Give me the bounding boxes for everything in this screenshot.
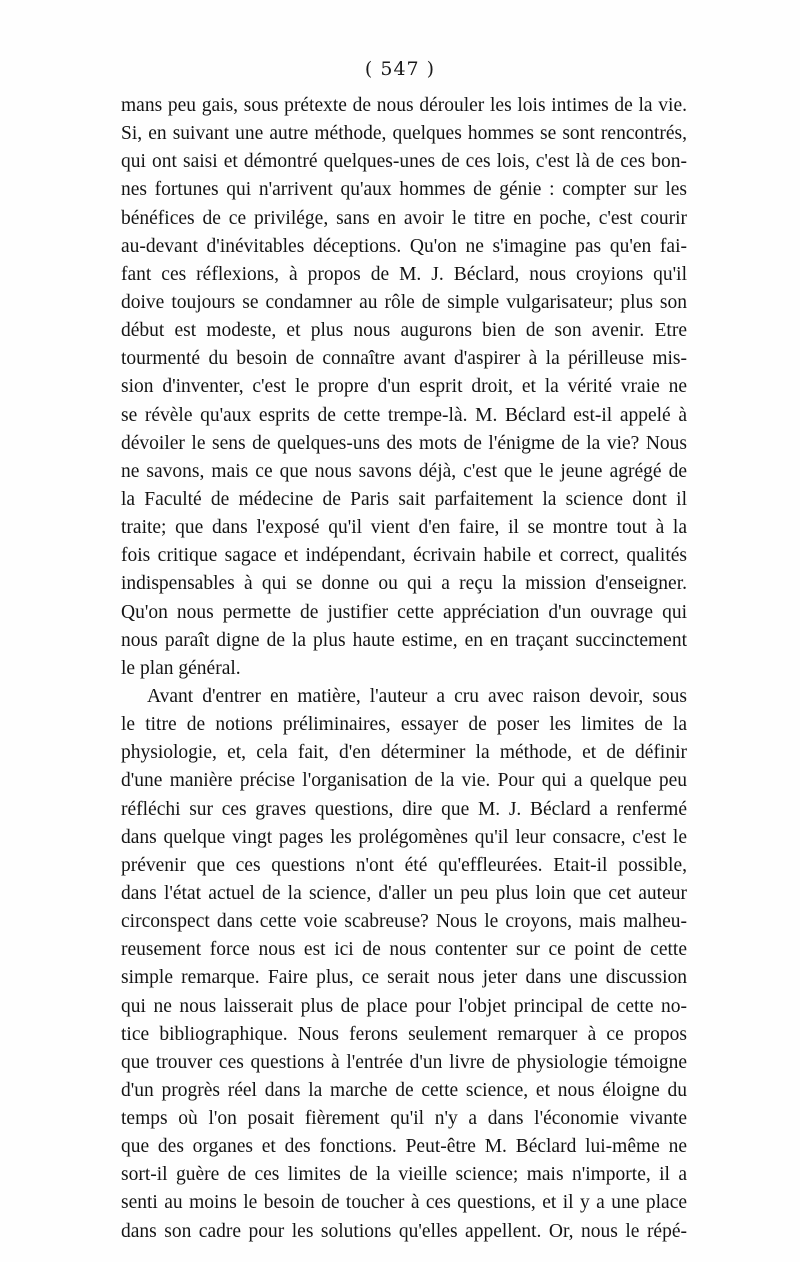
- text-line: qui ne nous laisserait plus de place pour l'objet principal de cette no-: [121, 995, 687, 1017]
- text-line: nous paraît digne de la plus haute estime, en en traçant succinctement: [121, 629, 687, 651]
- text-line: sion d'inventer, c'est le propre d'un esprit droit, et la vérité vraie ne: [121, 376, 687, 398]
- text-line: dévoiler le sens de quelques-uns des mots de l'énigme de la vie? Nous: [121, 432, 687, 454]
- text-line: indispensables à qui se donne ou qui a reçu la mission d'enseigner.: [121, 573, 687, 595]
- text-line: se révèle qu'aux esprits de cette trempe-là. M. Béclard est-il appelé à: [121, 404, 687, 426]
- page-number: ( 547 ): [364, 58, 436, 80]
- text-line: physiologie, et, cela fait, d'en déterminer la méthode, et de définir: [121, 742, 687, 764]
- text-line: tourmenté du besoin de connaître avant d'aspirer à la périlleuse mis-: [121, 348, 687, 370]
- text-line: au-devant d'inévitables déceptions. Qu'on ne s'imagine pas qu'en fai-: [121, 235, 687, 257]
- text-line: qui ont saisi et démontré quelques-unes de ces lois, c'est là de ces bon-: [121, 151, 687, 173]
- text-line: ne savons, mais ce que nous savons déjà, c'est que le jeune agrégé de: [121, 460, 687, 482]
- text-line: tice bibliographique. Nous ferons seulement remarquer à ce propos: [121, 1023, 687, 1045]
- text-line: début est modeste, et plus nous augurons bien de son avenir. Etre: [121, 320, 687, 342]
- text-line: traite; que dans l'exposé qu'il vient d'en faire, il se montre tout à la: [121, 517, 687, 539]
- text-line: que des organes et des fonctions. Peut-être M. Béclard lui-même ne: [121, 1136, 687, 1158]
- text-line: la Faculté de médecine de Paris sait parfaitement la science dont il: [121, 488, 687, 510]
- text-line: d'une manière précise l'organisation de la vie. Pour qui a quelque peu: [121, 770, 687, 792]
- body-text: [121, 92, 687, 1246]
- text-line: dans quelque vingt pages les prolégomènes qu'il leur consacre, c'est le: [121, 826, 687, 848]
- text-line: nes fortunes qui n'arrivent qu'aux hommes de génie : compter sur les: [121, 179, 687, 201]
- text-line: dans son cadre pour les solutions qu'elles appellent. Or, nous le répé-: [121, 1220, 687, 1242]
- text-line: circonspect dans cette voie scabreuse? Nous le croyons, mais malheu-: [121, 911, 687, 933]
- paragraph-start-line: Avant d'entrer en matière, l'auteur a cru avec raison devoir, sous: [147, 685, 687, 707]
- text-line: dans l'état actuel de la science, d'aller un peu plus loin que cet auteur: [121, 882, 687, 904]
- text-line: senti au moins le besoin de toucher à ces questions, et il y a une place: [121, 1192, 687, 1214]
- text-line: d'un progrès réel dans la marche de cette science, et nous éloigne du: [121, 1079, 687, 1101]
- text-line: temps où l'on posait fièrement qu'il n'y a dans l'économie vivante: [121, 1108, 687, 1130]
- text-line: bénéfices de ce privilége, sans en avoir le titre en poche, c'est courir: [121, 207, 687, 229]
- paragraph-end-line: le plan général.: [121, 657, 241, 679]
- text-line: que trouver ces questions à l'entrée d'un livre de physiologie témoigne: [121, 1051, 687, 1073]
- text-line: mans peu gais, sous prétexte de nous dérouler les lois intimes de la vie.: [121, 95, 687, 116]
- text-line: fant ces réflexions, à propos de M. J. Béclard, nous croyions qu'il: [121, 263, 687, 285]
- text-line: Qu'on nous permette de justifier cette appréciation d'un ouvrage qui: [121, 601, 687, 623]
- text-line: sort-il guère de ces limites de la vieille science; mais n'importe, il a: [121, 1164, 687, 1186]
- text-line: le titre de notions préliminaires, essayer de poser les limites de la: [121, 714, 687, 736]
- text-line: doive toujours se condamner au rôle de simple vulgarisateur; plus son: [121, 291, 687, 313]
- text-line: prévenir que ces questions n'ont été qu'effleurées. Etait-il possible,: [121, 854, 687, 876]
- text-line: fois critique sagace et indépendant, écrivain habile et correct, qualités: [121, 545, 687, 567]
- text-line: réfléchi sur ces graves questions, dire que M. J. Béclard a renfermé: [121, 798, 687, 820]
- text-line: Si, en suivant une autre méthode, quelques hommes se sont rencontrés,: [121, 123, 687, 145]
- text-line: simple remarque. Faire plus, ce serait nous jeter dans une discussion: [121, 967, 687, 989]
- text-line: reusement force nous est ici de nous contenter sur ce point de cette: [121, 939, 687, 961]
